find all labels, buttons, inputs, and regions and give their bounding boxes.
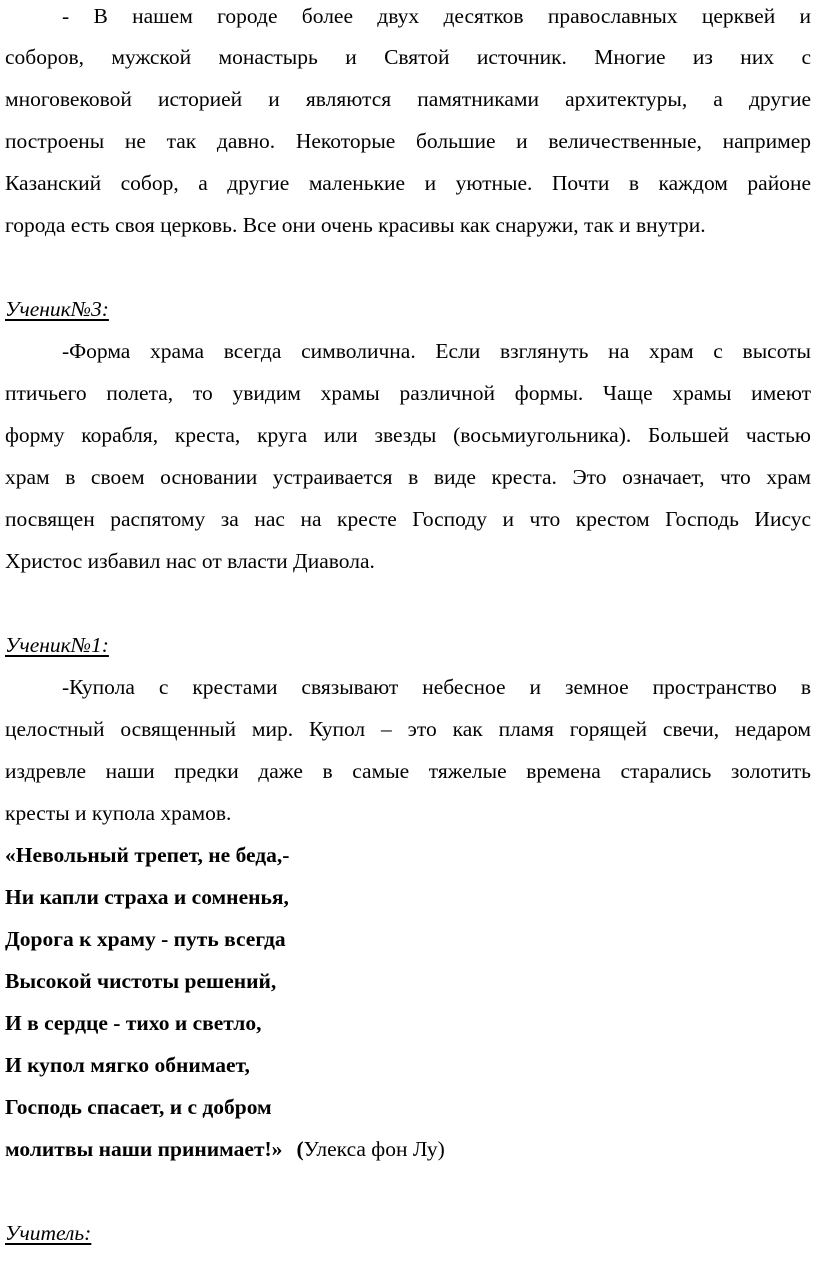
speaker-label-student3: Ученик№3: [5, 297, 109, 321]
paragraph2-line-4: храм в своем основании устраивается в виде креста. Это означает, что храм [5, 465, 811, 489]
paragraph2-line-2: птичьего полета, то увидим храмы различной формы. Чаще храмы имеют [5, 381, 811, 405]
poem-line-2: Ни капли страха и сомненья, [5, 885, 289, 909]
poem-line-8 [5, 1139, 445, 1161]
paragraph1-line-3: многовековой историей и являются памятниками архитектуры, а другие [5, 87, 811, 111]
paragraph3-line-2: целостный освященный мир. Купол – это как пламя горящей свечи, недаром [5, 717, 811, 741]
poem-line-4: Высокой чистоты решений, [5, 969, 277, 993]
poem-line-1: «Невольный трепет, не беда,- [5, 843, 290, 867]
paragraph1-line-5: Казанский собор, а другие маленькие и уютные. Почти в каждом районе [5, 171, 811, 195]
poem-line-5: И в сердце - тихо и светло, [5, 1011, 262, 1035]
poem-line-6: И купол мягко обнимает, [5, 1053, 250, 1077]
speaker-label-teacher: Учитель: [5, 1221, 92, 1245]
attribution-open-paren: ( [296, 1137, 304, 1161]
poem-last-line: молитвы наши принимает!» [5, 1137, 283, 1161]
paragraph2-line-3: форму корабля, креста, круга или звезды (восьмиугольника). Большей частью [5, 423, 811, 447]
paragraph1-line-4: построены не так давно. Некоторые большие и величественные, например [5, 129, 811, 153]
paragraph3-line-4: кресты и купола храмов. [5, 801, 232, 825]
paragraph3-line-1: -Купола с крестами связывают небесное и земное пространство в [62, 675, 811, 699]
paragraph1-line-2: соборов, мужской монастырь и Святой источник. Многие из них с [5, 45, 811, 69]
speaker-label-student1: Ученик№1: [5, 633, 109, 657]
paragraph3-line-3: издревле наши предки даже в самые тяжелые времена старались золотить [5, 759, 811, 783]
poem-line-7: Господь спасает, и с добром [5, 1095, 272, 1119]
poem-attribution: Улекса фон Лу) [303, 1137, 445, 1161]
paragraph1-line-1: - В нашем городе более двух десятков православных церквей и [62, 4, 811, 28]
paragraph1-line-6: города есть своя церковь. Все они очень красивы как снаружи, так и внутри. [5, 213, 706, 237]
paragraph2-line-1: -Форма храма всегда символична. Если взглянуть на храм с высоты [62, 339, 811, 363]
paragraph2-line-5: посвящен распятому за нас на кресте Господу и что крестом Господь Иисус [5, 507, 811, 531]
poem-line-3: Дорога к храму - путь всегда [5, 927, 286, 951]
paragraph2-line-6: Христос избавил нас от власти Диавола. [5, 549, 375, 573]
